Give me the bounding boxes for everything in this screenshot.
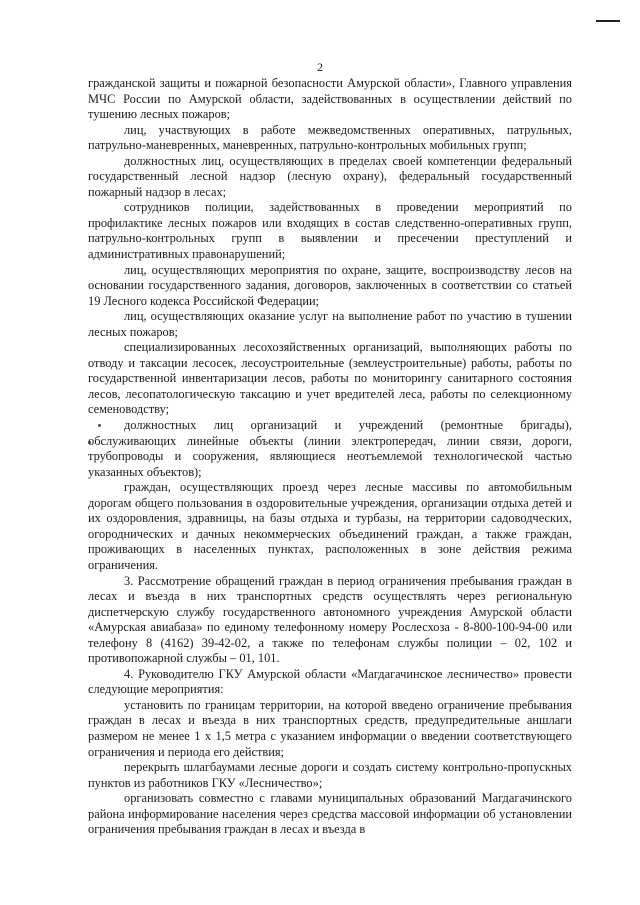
paragraph: граждан, осуществляющих проезд через лесные массивы по автомобильным дорогам общего пользования в оздоровительные учреждения, организации отдыха детей и их оздоровления, здравницы, на базы отдыха и турбазы, на территории садоводческих, огороднических и дачных некоммерческих объединений граждан, а также граждан, проживающих в населенных пунктах, расположенных в зоне действия режима ограничения. [88,480,572,572]
paragraph: лиц, осуществляющих оказание услуг на выполнение работ по участию в тушении лесных пожаров; [88,309,572,339]
paragraph: перекрыть шлагбаумами лесные дороги и создать систему контрольно-пропускных пунктов из работников ГКУ «Лесничество»; [88,760,572,790]
corner-mark [596,20,620,22]
paragraph: лиц, осуществляющих мероприятия по охране, защите, воспроизводству лесов на основании государственного задания, договоров, заключенных в соответствии со статьей 19 Лесного кодекса Российской Федерации; [88,262,572,308]
paragraph: установить по границам территории, на которой введено ограничение пребывания граждан в лесах и въезда в них транспортных средств, предупредительные аншлаги размером не менее 1 х 1,5 метра с указанием информации о введении соответствующего ограничения и периода его действия; [88,697,572,759]
paragraph: организовать совместно с главами муниципальных образований Магдагачинского района информирование населения через средства массовой информации об установлении ограничения пребывания граждан в лесах и въезда в [88,791,572,837]
paragraph: гражданской защиты и пожарной безопасности Амурской области», Главного управления МЧС России по Амурской области, задействованных в осуществлении действий по тушению лесных пожаров; [88,76,572,122]
page-number: 2 [317,60,323,74]
paragraph: 3. Рассмотрение обращений граждан в период ограничения пребывания граждан в лесах и въезда в них транспортных средств осуществлять через региональную диспетчерскую службу государственного автономного учреждения Амурской области «Амурская авиабаза» по единому телефонному номеру Рослесхоза - 8-800-100-94-00 или телефону 8 (4162) 39-42-02, а также по телефонам службы полиции – 02, 102 и противопожарной службы – 01, 101. [88,573,572,666]
document-body [88,76,572,838]
paragraph: лиц, участвующих в работе межведомственных оперативных, патрульных, патрульно-маневренных, маневренных, патрульно-контрольных мобильных групп; [88,122,572,153]
paragraph: 4. Руководителю ГКУ Амурской области «Магдагачинское лесничество» провести следующие мероприятия: [88,666,572,697]
paragraph: специализированных лесохозяйственных организаций, выполняющих работы по отводу и таксации лесосек, лесоустроительные (землеустроительные) работы, работы по государственной инвентаризации лесов, работы по мониторингу санитарного состояния лесов, лесопатологическую таксацию и учет вредителей леса, работы по селекционному семеноводству; [88,340,572,417]
paragraph: должностных лиц организаций и учреждений (ремонтные бригады), обслуживающих линейные объекты (линии электропередач, линии связи, дороги, трубопроводы и сооружения, являющиеся неотъемлемой технологической частью указанных объектов); [88,418,572,479]
paragraph: должностных лиц, осуществляющих в пределах своей компетенции федеральный государственный лесной надзор (лесную охрану), федеральный государственный пожарный надзор в лесах; [88,153,572,199]
paragraph: сотрудников полиции, задействованных в проведении мероприятий по профилактике лесных пожаров или входящих в состав следственно-оперативных групп, патрульно-контрольных групп в выявлении и пресечении преступлений и административных правонарушений; [88,200,572,262]
